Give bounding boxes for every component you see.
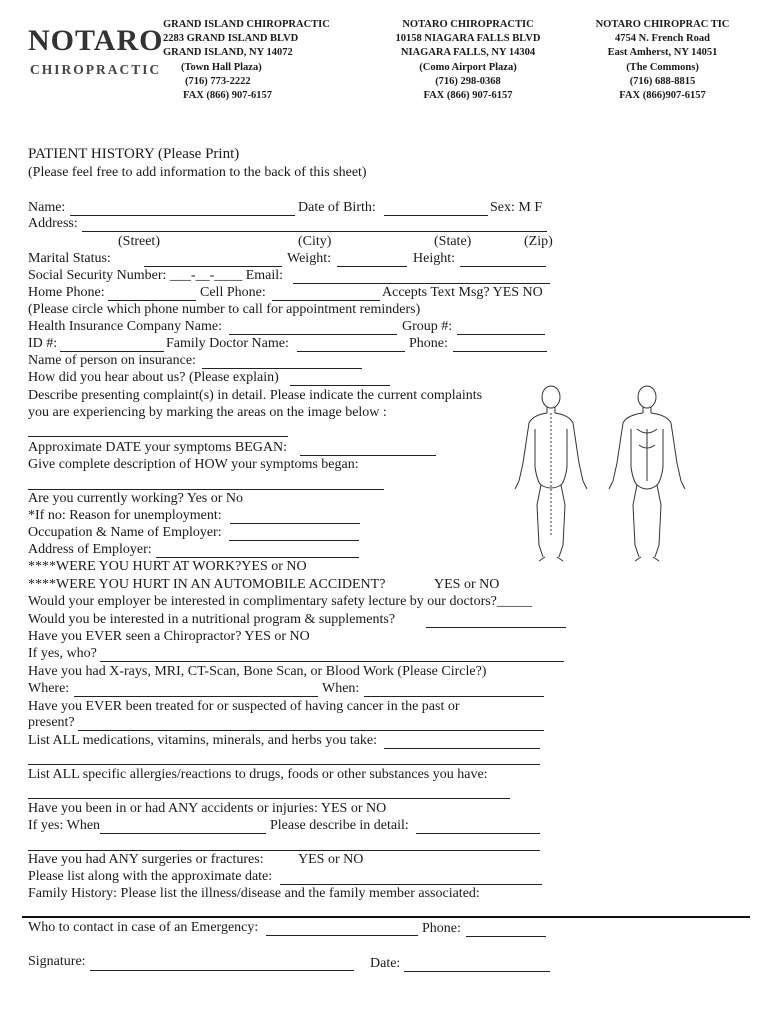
home-phone-label: Home Phone: [28, 285, 105, 300]
address-label: Address: [28, 216, 78, 231]
accidents-question: Have you been in or had ANY accidents or injuries: YES or NO [28, 801, 387, 816]
hurt-work-question: ****WERE YOU HURT AT WORK?YES or NO [28, 559, 307, 574]
logo-subtext: CHIROPRACTIC [30, 62, 162, 77]
medications-question: List ALL medications, vitamins, minerals, and herbs you take: [28, 733, 378, 748]
office-line: FAX (866) 907-6157 [423, 90, 513, 102]
marital-field[interactable] [144, 266, 282, 267]
symptom-how-label: Give complete description of HOW your symptoms began: [28, 457, 359, 472]
emergency-phone-field[interactable] [466, 936, 546, 937]
signature-field[interactable] [90, 970, 354, 971]
body-back-figure [515, 386, 587, 561]
insured-name-label: Name of person on insurance: [28, 353, 196, 368]
office-line: 10158 NIAGARA FALLS BLVD [395, 33, 541, 45]
when-field[interactable] [364, 696, 544, 697]
office-line: East Amherst, NY 14051 [607, 47, 718, 59]
surgeries-question: Have you had ANY surgeries or fractures: [28, 852, 264, 867]
cancer-question-line2: present? [28, 715, 75, 730]
date-field[interactable] [404, 971, 550, 972]
marital-label: Marital Status: [28, 251, 111, 266]
home-phone-field[interactable] [108, 300, 196, 301]
allergies-field[interactable] [28, 798, 510, 799]
office-line: NOTARO CHIROPRAC TIC [595, 19, 730, 30]
family-doctor-label: Family Doctor Name: [166, 336, 289, 351]
accident-detail-field[interactable] [416, 833, 540, 834]
office-line: (Town Hall Plaza) [181, 61, 262, 73]
office-line: 2283 GRAND ISLAND BLVD [163, 33, 299, 45]
hear-about-label: How did you hear about us? (Please explain) [28, 370, 279, 385]
hear-about-field[interactable] [290, 385, 390, 386]
office-line: NIAGARA FALLS, NY 14304 [400, 47, 536, 59]
cancer-question-line1: Have you EVER been treated for or suspected of having cancer in the past or [28, 699, 460, 714]
insured-name-field[interactable] [202, 368, 362, 369]
logo-text: NOTARO [28, 24, 164, 57]
address-field[interactable] [82, 231, 547, 232]
clinic-logo [28, 24, 164, 84]
list-dates-label: Please list along with the approximate date: [28, 869, 273, 884]
office-line: GRAND ISLAND CHIROPRACTIC [163, 19, 330, 30]
unemployment-field[interactable] [230, 523, 360, 524]
symptom-date-label: Approximate DATE your symptoms BEGAN: [28, 440, 287, 455]
office-niagara-falls [388, 18, 548, 103]
email-field[interactable] [293, 283, 550, 284]
zip-caption: (Zip) [524, 234, 553, 249]
signature-label: Signature: [28, 954, 86, 969]
hurt-auto-answer[interactable]: YES or NO [434, 577, 500, 592]
city-caption: (City) [298, 234, 332, 249]
complaints-field[interactable] [28, 436, 288, 437]
accepts-text-label: Accepts Text Msg? YES NO [382, 285, 543, 300]
emergency-contact-field[interactable] [266, 935, 418, 936]
height-label: Height: [413, 251, 455, 266]
surgeries-field[interactable] [280, 884, 542, 885]
symptom-how-field[interactable] [28, 489, 384, 490]
employer-address-label: Address of Employer: [28, 542, 152, 557]
hurt-auto-question: ****WERE YOU HURT IN AN AUTOMOBILE ACCIDENT? [28, 577, 386, 592]
office-east-amherst [585, 18, 740, 103]
street-caption: (Street) [118, 234, 160, 249]
occupation-field[interactable] [229, 540, 359, 541]
accident-detail-field-extra[interactable] [28, 850, 540, 851]
describe-detail-label: Please describe in detail: [270, 818, 409, 833]
office-line: FAX (866)907-6157 [619, 90, 706, 102]
family-doctor-field[interactable] [297, 351, 405, 352]
office-line: GRAND ISLAND, NY 14072 [163, 47, 293, 59]
working-label: Are you currently working? Yes or No [28, 491, 244, 506]
id-label: ID #: [28, 336, 58, 351]
xrays-question: Have you had X-rays, MRI, CT-Scan, Bone Scan, or Blood Work (Please Circle?) [28, 664, 487, 679]
group-label: Group #: [402, 319, 453, 334]
symptom-date-field[interactable] [300, 455, 436, 456]
surgeries-answer[interactable]: YES or NO [298, 852, 364, 867]
safety-question: Would your employer be interested in complimentary safety lecture by our doctors?_____ [28, 594, 532, 609]
cancer-field[interactable] [78, 730, 544, 731]
employer-address-field[interactable] [156, 557, 359, 558]
where-label: Where: [28, 681, 70, 696]
describe-complaints-line1: Describe presenting complaint(s) in detail. Please indicate the current complaints [28, 388, 483, 403]
date-label: Date: [370, 956, 401, 971]
ssn-label: Social Security Number: ___-__-____ Email: [28, 268, 284, 283]
state-caption: (State) [434, 234, 472, 249]
cell-phone-label: Cell Phone: [200, 285, 266, 300]
office-line: (Como Airport Plaza) [419, 61, 517, 73]
body-diagram[interactable] [505, 385, 705, 565]
describe-complaints-line2: you are experiencing by marking the areas on the image below : [28, 405, 387, 420]
height-field[interactable] [460, 266, 546, 267]
doctor-phone-label: Phone: [409, 336, 448, 351]
medications-field[interactable] [384, 748, 540, 749]
emergency-phone-label: Phone: [422, 921, 461, 936]
if-yes-who-label: If yes, who? [28, 646, 97, 661]
office-line: (The Commons) [626, 61, 699, 73]
allergies-question: List ALL specific allergies/reactions to drugs, foods or other substances you have: [28, 767, 488, 782]
dob-label: Date of Birth: [298, 200, 376, 215]
office-line: FAX (866) 907-6157 [183, 90, 273, 102]
nutrition-question: Would you be interested in a nutritional program & supplements? [28, 612, 396, 627]
id-field[interactable] [60, 351, 164, 352]
insurance-field[interactable] [229, 334, 397, 335]
weight-label: Weight: [287, 251, 331, 266]
section-divider [22, 916, 750, 918]
cell-phone-field[interactable] [272, 300, 380, 301]
if-yes-when-label: If yes: When [28, 818, 101, 833]
sex-label: Sex: M F [490, 200, 543, 215]
family-history-label: Family History: Please list the illness/disease and the family member associated: [28, 886, 480, 901]
body-front-figure [609, 386, 685, 561]
form-subtitle: (Please feel free to add information to the back of this sheet) [28, 165, 367, 180]
if-yes-who-field[interactable] [100, 661, 564, 662]
emergency-label: Who to contact in case of an Emergency: [28, 920, 259, 935]
nutrition-field[interactable] [426, 627, 566, 628]
office-line: 4754 N. French Road [615, 33, 710, 45]
dob-field[interactable] [384, 215, 488, 216]
office-line: (716) 688-8815 [629, 75, 696, 87]
medications-field-extra[interactable] [28, 764, 540, 765]
occupation-label: Occupation & Name of Employer: [28, 525, 222, 540]
name-label: Name: [28, 200, 66, 215]
when-label: When: [322, 681, 360, 696]
unemployment-label: *If no: Reason for unemployment: [28, 508, 222, 523]
accident-when-field[interactable] [100, 833, 266, 834]
group-field[interactable] [457, 334, 545, 335]
seen-chiro-question: Have you EVER seen a Chiropractor? YES or NO [28, 629, 310, 644]
doctor-phone-field[interactable] [453, 351, 547, 352]
where-field[interactable] [74, 696, 318, 697]
office-line: (716) 298-0368 [435, 75, 501, 87]
form-title: PATIENT HISTORY (Please Print) [28, 146, 240, 162]
office-line: (716) 773-2222 [185, 75, 251, 87]
office-line: NOTARO CHIROPRACTIC [402, 19, 534, 30]
insurance-label: Health Insurance Company Name: [28, 319, 222, 334]
circle-phone-note: (Please circle which phone number to call for appointment reminders) [28, 302, 421, 317]
name-field[interactable] [70, 215, 295, 216]
weight-field[interactable] [337, 266, 407, 267]
office-grand-island [163, 18, 330, 103]
